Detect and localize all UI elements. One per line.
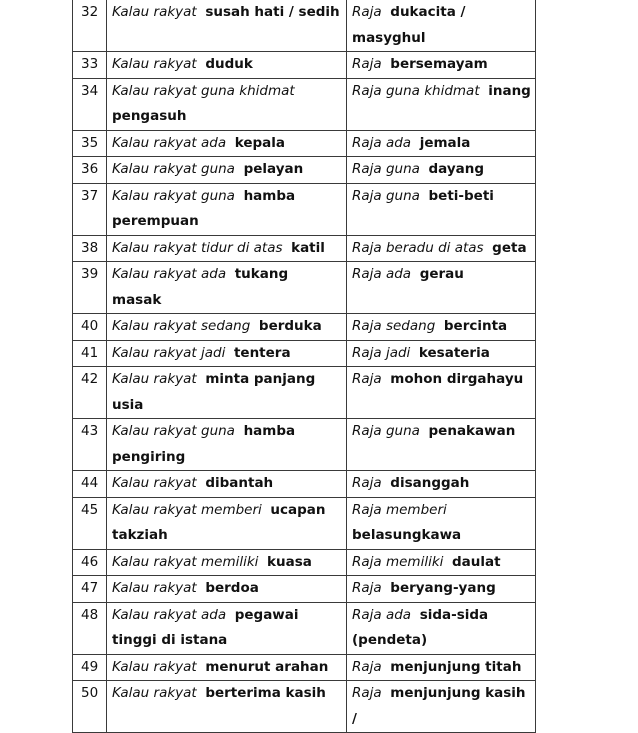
table-row xyxy=(73,157,536,184)
raja-cell xyxy=(347,235,536,262)
rakyat-cell xyxy=(107,314,347,341)
table-row xyxy=(73,52,536,79)
row-number: 42 xyxy=(73,367,107,419)
row-number: 37 xyxy=(73,183,107,235)
table-row xyxy=(73,367,536,419)
rakyat-word: tentera xyxy=(233,344,291,361)
rakyat-cell xyxy=(107,367,347,419)
rakyat-prefix: Kalau rakyat guna xyxy=(112,187,235,204)
raja-word: disanggah xyxy=(390,475,470,491)
rakyat-prefix: Kalau rakyat jadi xyxy=(112,344,226,361)
raja-prefix: Raja xyxy=(352,580,382,596)
raja-cell xyxy=(347,681,536,733)
rakyat-prefix: Kalau rakyat xyxy=(112,371,197,387)
raja-cell xyxy=(347,157,536,184)
table-row xyxy=(73,419,536,471)
rakyat-cell xyxy=(107,576,347,603)
rakyat-word: ucapan takziah xyxy=(112,501,326,543)
rakyat-word: berdoa xyxy=(205,580,259,596)
table-row xyxy=(73,78,536,130)
raja-cell xyxy=(347,52,536,79)
table-row xyxy=(73,0,536,52)
raja-cell xyxy=(347,130,536,157)
raja-cell xyxy=(347,419,536,471)
raja-cell xyxy=(347,183,536,235)
table-row xyxy=(73,471,536,498)
raja-word: penakawan xyxy=(428,423,516,439)
table-row xyxy=(73,262,536,314)
raja-prefix: Raja ada xyxy=(352,134,412,151)
raja-prefix: Raja guna khidmat xyxy=(352,82,480,99)
rakyat-cell xyxy=(107,235,347,262)
row-number: 48 xyxy=(73,602,107,654)
rakyat-prefix: Kalau rakyat ada xyxy=(112,266,227,282)
raja-cell xyxy=(347,602,536,654)
row-number: 32 xyxy=(73,0,107,52)
raja-word: inang xyxy=(488,82,531,99)
row-number: 38 xyxy=(73,235,107,262)
raja-cell xyxy=(347,549,536,576)
row-number: 36 xyxy=(73,157,107,184)
row-number: 43 xyxy=(73,419,107,471)
rakyat-cell xyxy=(107,78,347,130)
rakyat-word: hamba pengiring xyxy=(112,423,296,465)
raja-cell xyxy=(347,576,536,603)
raja-word: beryang-yang xyxy=(390,580,496,596)
rakyat-word: katil xyxy=(291,239,325,256)
raja-word: belasungkawa xyxy=(352,527,462,543)
rakyat-cell xyxy=(107,157,347,184)
raja-prefix: Raja guna xyxy=(352,187,420,204)
rakyat-cell xyxy=(107,183,347,235)
rakyat-word: berduka xyxy=(258,318,322,334)
raja-prefix: Raja xyxy=(352,4,382,20)
row-number: 34 xyxy=(73,78,107,130)
rakyat-prefix: Kalau rakyat xyxy=(112,685,197,701)
rakyat-word: minta panjang usia xyxy=(112,371,316,413)
row-number: 46 xyxy=(73,549,107,576)
raja-word: gerau xyxy=(419,266,464,282)
rakyat-cell xyxy=(107,419,347,471)
raja-cell xyxy=(347,654,536,681)
row-number: 40 xyxy=(73,314,107,341)
row-number: 50 xyxy=(73,681,107,733)
table-row xyxy=(73,681,536,733)
table-row xyxy=(73,340,536,367)
table-row xyxy=(73,183,536,235)
raja-prefix: Raja beradu di atas xyxy=(352,239,484,256)
table-row xyxy=(73,654,536,681)
table-row xyxy=(73,235,536,262)
raja-word: sida-sida (pendeta) xyxy=(352,606,489,648)
royal-vocabulary-table xyxy=(72,0,536,733)
rakyat-prefix: Kalau rakyat memberi xyxy=(112,501,262,518)
rakyat-prefix: Kalau rakyat guna xyxy=(112,161,235,177)
raja-word: jemala xyxy=(419,134,471,151)
row-number: 39 xyxy=(73,262,107,314)
raja-prefix: Raja jadi xyxy=(352,344,411,361)
rakyat-word: duduk xyxy=(205,56,253,72)
raja-prefix: Raja xyxy=(352,56,382,72)
raja-word: dayang xyxy=(428,161,485,177)
rakyat-word: kepala xyxy=(234,134,286,151)
raja-cell xyxy=(347,78,536,130)
rakyat-cell xyxy=(107,549,347,576)
raja-prefix: Raja memberi xyxy=(352,501,447,518)
rakyat-prefix: Kalau rakyat ada xyxy=(112,134,227,151)
raja-prefix: Raja xyxy=(352,371,382,387)
rakyat-prefix: Kalau rakyat tidur di atas xyxy=(112,239,283,256)
rakyat-cell xyxy=(107,340,347,367)
rakyat-word: pegawai tinggi di istana xyxy=(112,606,299,648)
rakyat-cell xyxy=(107,654,347,681)
row-number: 49 xyxy=(73,654,107,681)
rakyat-cell xyxy=(107,52,347,79)
row-number: 47 xyxy=(73,576,107,603)
raja-prefix: Raja xyxy=(352,658,382,675)
raja-cell xyxy=(347,262,536,314)
rakyat-word: berterima kasih xyxy=(205,685,326,701)
raja-word: geta xyxy=(492,239,527,256)
table-row xyxy=(73,602,536,654)
row-number: 33 xyxy=(73,52,107,79)
rakyat-prefix: Kalau rakyat xyxy=(112,475,197,491)
rakyat-cell xyxy=(107,681,347,733)
rakyat-prefix: Kalau rakyat guna xyxy=(112,423,235,439)
raja-prefix: Raja ada xyxy=(352,266,412,282)
rakyat-word: pelayan xyxy=(243,161,304,177)
rakyat-word: hamba perempuan xyxy=(112,187,296,229)
raja-cell xyxy=(347,471,536,498)
table-row xyxy=(73,497,536,549)
row-number: 44 xyxy=(73,471,107,498)
rakyat-cell xyxy=(107,471,347,498)
raja-word: kesateria xyxy=(418,344,490,361)
rakyat-prefix: Kalau rakyat guna khidmat xyxy=(112,82,295,99)
vocabulary-table-container xyxy=(72,0,535,733)
rakyat-prefix: Kalau rakyat xyxy=(112,4,197,20)
raja-cell xyxy=(347,314,536,341)
table-row xyxy=(73,314,536,341)
raja-cell xyxy=(347,340,536,367)
raja-cell xyxy=(347,367,536,419)
raja-prefix: Raja xyxy=(352,685,382,701)
raja-prefix: Raja xyxy=(352,475,382,491)
raja-prefix: Raja ada xyxy=(352,606,412,623)
rakyat-word: susah hati / sedih xyxy=(205,4,340,20)
table-body xyxy=(73,0,536,733)
raja-cell xyxy=(347,0,536,52)
table-row xyxy=(73,549,536,576)
rakyat-word: kuasa xyxy=(267,553,312,570)
rakyat-cell xyxy=(107,130,347,157)
rakyat-cell xyxy=(107,497,347,549)
raja-word: mohon dirgahayu xyxy=(390,371,524,387)
table-row xyxy=(73,130,536,157)
rakyat-prefix: Kalau rakyat xyxy=(112,658,197,675)
rakyat-prefix: Kalau rakyat xyxy=(112,56,197,72)
rakyat-cell xyxy=(107,0,347,52)
raja-word: beti-beti xyxy=(428,187,494,204)
raja-prefix: Raja guna xyxy=(352,161,420,177)
rakyat-word: pengasuh xyxy=(112,108,187,124)
rakyat-word: dibantah xyxy=(205,475,274,491)
row-number: 35 xyxy=(73,130,107,157)
raja-word: bercinta xyxy=(443,318,508,334)
raja-cell xyxy=(347,497,536,549)
raja-word: menjunjung kasih / xyxy=(352,685,526,727)
raja-prefix: Raja guna xyxy=(352,423,420,439)
raja-word: dukacita / masyghul xyxy=(352,4,466,46)
raja-prefix: Raja memiliki xyxy=(352,553,444,570)
rakyat-word: menurut arahan xyxy=(205,658,329,675)
rakyat-prefix: Kalau rakyat sedang xyxy=(112,318,251,334)
rakyat-cell xyxy=(107,602,347,654)
rakyat-prefix: Kalau rakyat memiliki xyxy=(112,553,259,570)
rakyat-prefix: Kalau rakyat xyxy=(112,580,197,596)
rakyat-prefix: Kalau rakyat ada xyxy=(112,606,227,623)
raja-word: daulat xyxy=(452,553,501,570)
rakyat-word: tukang masak xyxy=(112,266,289,308)
table-row xyxy=(73,576,536,603)
row-number: 45 xyxy=(73,497,107,549)
rakyat-cell xyxy=(107,262,347,314)
raja-prefix: Raja sedang xyxy=(352,318,436,334)
row-number: 41 xyxy=(73,340,107,367)
raja-word: bersemayam xyxy=(390,56,488,72)
raja-word: menjunjung titah xyxy=(390,658,522,675)
